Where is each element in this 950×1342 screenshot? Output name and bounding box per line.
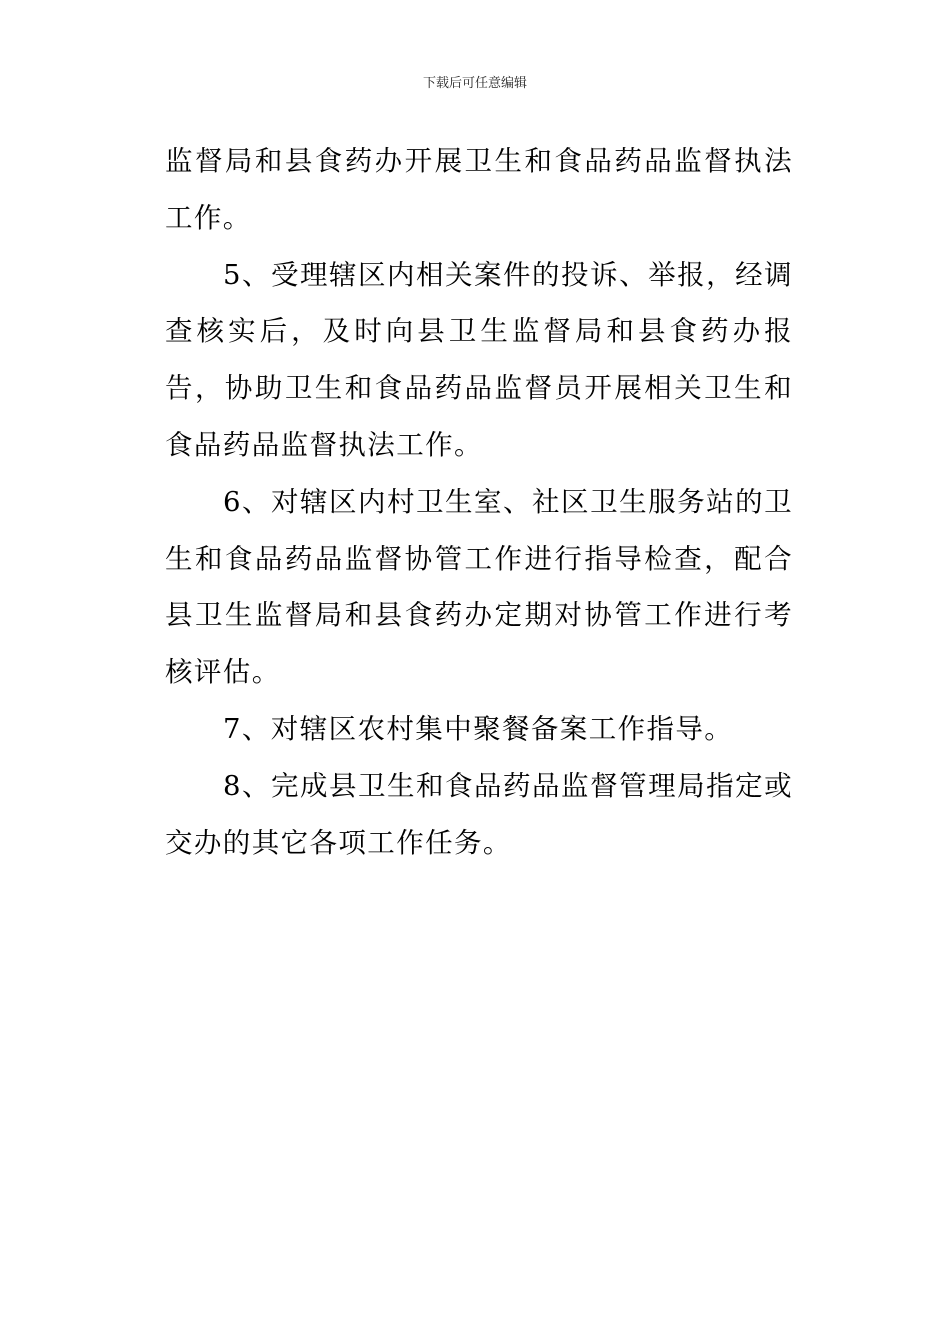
page-header: 下载后可任意编辑 — [422, 76, 527, 91]
paragraph-item-5: 5、受理辖区内相关案件的投诉、举报，经调查核实后，及时向县卫生监督局和县食药办报告，协助卫生和食品药品监督员开展相关卫生和食品药品监督执法工作。 — [165, 258, 793, 461]
paragraph-item-8: 8、完成县卫生和食品药品监督管理局指定或交办的其它各项工作任务。 — [165, 769, 793, 859]
paragraph-item-6: 6、对辖区内村卫生室、社区卫生服务站的卫生和食品药品监督协管工作进行指导检查，配合县卫生监督局和县食药办定期对协管工作进行考核评估。 — [165, 485, 793, 689]
document-body — [165, 133, 793, 871]
paragraph-item-7: 7、对辖区农村集中聚餐备案工作指导。 — [223, 712, 734, 745]
paragraph-continued: 监督局和县食药办开展卫生和食品药品监督执法工作。 — [165, 145, 793, 234]
